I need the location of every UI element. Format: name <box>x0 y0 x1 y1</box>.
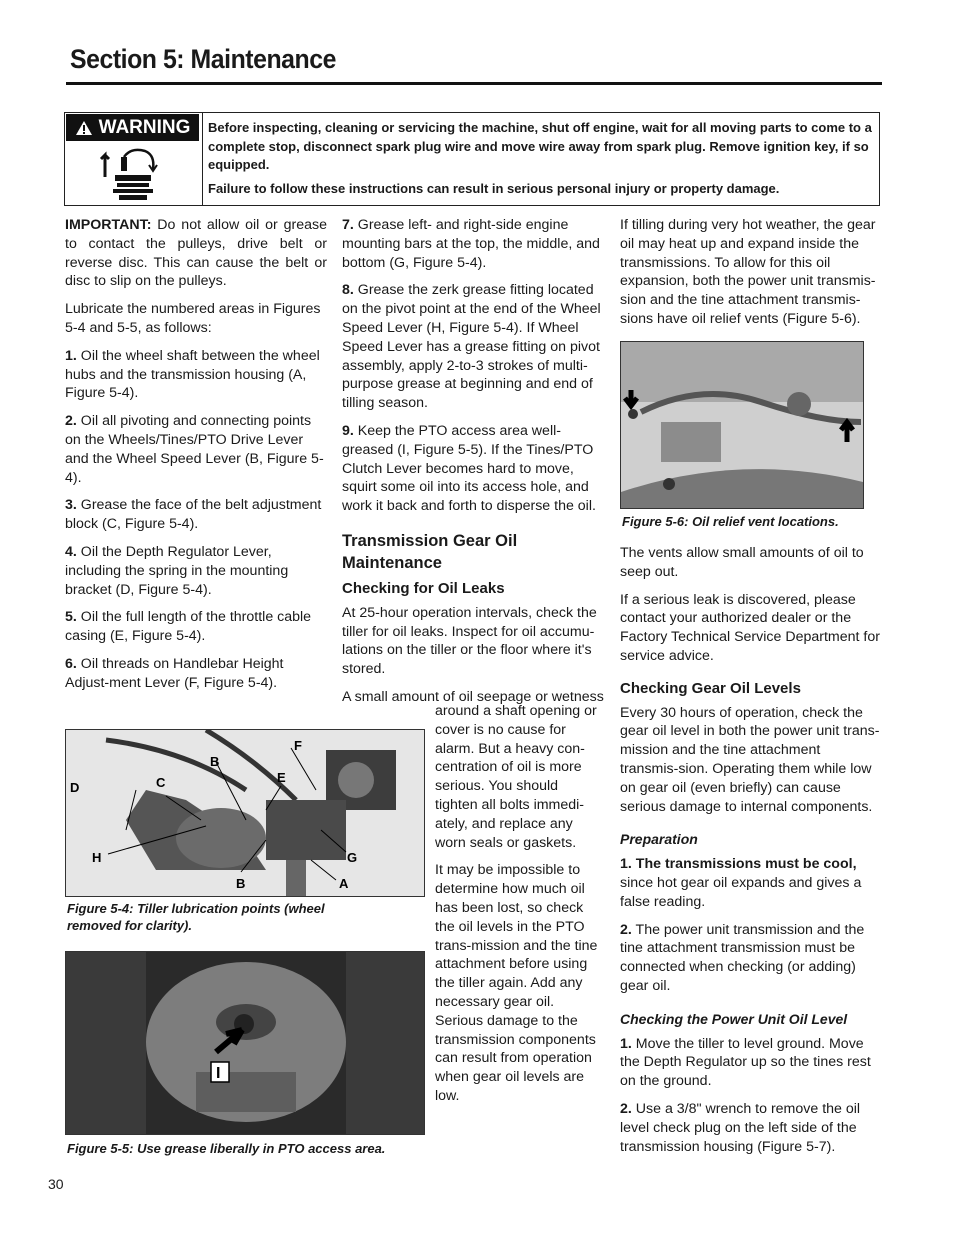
list-item: 5. Oil the full length of the throttle cable casing (E, Figure 5-4). <box>65 609 312 645</box>
callout-g: G <box>347 850 358 865</box>
figure-5-5-caption: Figure 5-5: Use grease liberally in PTO access area. <box>67 1141 386 1156</box>
transmission-heading: Transmission Gear Oil Maintenance <box>342 531 518 572</box>
warning-text <box>208 119 872 203</box>
figure-5-6-photo <box>620 341 864 509</box>
page-title: Section 5: Maintenance <box>70 44 336 74</box>
seepage-lead: A small amount of oil seepage or wetness <box>342 688 604 705</box>
list-item: 2. Oil all pivoting and connecting points on the Wheels/Tines/PTO Drive Lever and the Wheel Speed Lever (B, Figure 5-4). <box>65 413 324 486</box>
list-item: 9. Keep the PTO access area well-greased (I, Figure 5-5). If the Tines/PTO Clutch Lever becomes hard to move, squirt some oil into its access hole, and work it back and forth to disperse the oil. <box>342 422 596 515</box>
hot-weather-paragraph: If tilling during very hot weather, the gear oil may heat up and expand inside the transmissions. To allow for this oil expansion, both the power unit transmis-sion and the tine attachment transmis-sions have oil relief vents (Figure 5-6). <box>620 217 876 327</box>
gear-oil-levels-paragraph: Every 30 hours of operation, check the gear oil level in both the power unit trans-mission and the tine attachment transmis-sion. Operating them while low on gear oil (even briefly) can cause serious damage to internal components. <box>620 704 880 815</box>
list-item: 6. Oil threads on Handlebar Height Adjust-ment Lever (F, Figure 5-4). <box>65 655 284 691</box>
spark-plug-disconnect-icon <box>65 145 202 203</box>
figure-5-5-photo <box>65 951 425 1135</box>
gear-oil-levels-heading: Checking Gear Oil Levels <box>620 679 801 697</box>
callout-h: H <box>92 850 102 865</box>
list-item: 3. Grease the face of the belt adjustment block (C, Figure 5-4). <box>65 497 322 533</box>
callout-c: C <box>156 775 166 790</box>
callout-a: A <box>339 876 349 891</box>
warning-triangle-icon <box>75 120 93 136</box>
figure-5-4-photo <box>65 729 425 897</box>
preparation-heading: Preparation <box>620 831 698 848</box>
power-unit-item-1: 1. Move the tiller to level ground. Move the Depth Regulator up so the tines rest on the ground. <box>620 1035 871 1090</box>
vents-paragraph: The vents allow small amounts of oil to seep out. <box>620 545 864 580</box>
warning-badge <box>66 114 199 141</box>
serious-leak-paragraph: If a serious leak is discovered, please contact your authorized dealer or the Factory Technical Service Department for service advice. <box>620 591 880 664</box>
list-item: 8. Grease the zerk grease fitting located on the pivot point at the end of the Wheel Speed Lever (H, Figure 5-4). If Wheel Speed Lever has a grease fitting on pivot assembly, apply 2-to-3 strokes of multi-purpose grease at beginning and end of tilling season. <box>342 282 601 412</box>
column-2 <box>342 216 604 707</box>
warning-consequence: Failure to follow these instructions can result in serious personal injury or property damage. <box>208 180 780 196</box>
callout-d: D <box>70 780 80 795</box>
power-unit-item-2: 2. Use a 3/8" wrench to remove the oil level check plug on the left side of the transmission housing (Figure 5-7). <box>620 1100 861 1155</box>
warning-instructions: Before inspecting, cleaning or servicing the machine, shut off engine, wait for all moving parts to come to a complete stop, disconnect spark plug wire and move wire away from spark plug. Remove ignition key, if so equipped. <box>208 120 872 172</box>
preparation-item-2: 2. The power unit transmission and the tine attachment transmission must be connected when checking (or adding) gear oil. <box>620 921 865 994</box>
list-item: 4. Oil the Depth Regulator Lever, including the spring in the mounting bracket (D, Figure 5-4). <box>65 543 289 598</box>
callout-f: F <box>294 738 302 753</box>
column-1 <box>65 216 327 702</box>
oil-relief-vent-photo <box>621 342 863 508</box>
callout-e: E <box>277 770 286 785</box>
oil-leaks-paragraph: At 25-hour operation intervals, check the tiller for oil leaks. Inspect for oil accumu-lations on the tiller or the floor where it's stored. <box>342 604 597 678</box>
page-number: 30 <box>48 1176 64 1192</box>
column-3 <box>620 216 882 338</box>
warning-label: WARNING <box>98 116 191 138</box>
warning-box <box>64 112 880 206</box>
preparation-item-1: 1. The transmissions must be cool, since hot gear oil expands and gives a false reading. <box>620 856 862 910</box>
oil-levels-paragraph: It may be impossible to determine how much oil has been lost, so check the oil levels in the PTO trans-mission and the tine attachment before using the tiller again. Add any necessary gear oil. Serious damage to the transmission components can result from operation when gear oil levels are low. <box>435 862 598 1104</box>
callout-b-bottom: B <box>236 876 246 891</box>
important-note: IMPORTANT: Do not allow oil or grease to contact the pulleys, drive belt or reverse disc. This can cause the belt or disc to slip on the pulleys. <box>65 217 327 290</box>
figure-5-6-caption: Figure 5-6: Oil relief vent locations. <box>622 514 839 529</box>
list-item: 1. Oil the wheel shaft between the wheel hubs and the transmission housing (A, Figure 5-4). <box>65 347 320 402</box>
title-rule <box>66 82 882 85</box>
tiller-lubrication-photo <box>66 730 424 896</box>
column-3-lower <box>620 544 882 1165</box>
callout-i: I <box>216 1065 221 1082</box>
warning-label-panel <box>65 113 203 205</box>
pto-access-photo <box>66 952 424 1134</box>
figure-5-4-caption: Figure 5-4: Tiller lubrication points (wheel removed for clarity). <box>67 901 325 933</box>
column-2-narrow <box>435 702 603 1115</box>
seepage-paragraph: around a shaft opening or cover is no cause for alarm. But a heavy con-centration of oil is more serious. You should tighten all bolts immedi-ately, and replace any worn seals or gaskets. <box>435 703 597 851</box>
lubrication-intro: Lubricate the numbered areas in Figures 5-4 and 5-5, as follows: <box>65 301 321 336</box>
oil-leaks-subheading: Checking for Oil Leaks <box>342 579 505 597</box>
power-unit-heading: Checking the Power Unit Oil Level <box>620 1010 848 1027</box>
list-item: 7. Grease left- and right-side engine mounting bars at the top, the middle, and bottom (G, Figure 5-4). <box>342 217 600 271</box>
callout-b-top: B <box>210 754 220 769</box>
